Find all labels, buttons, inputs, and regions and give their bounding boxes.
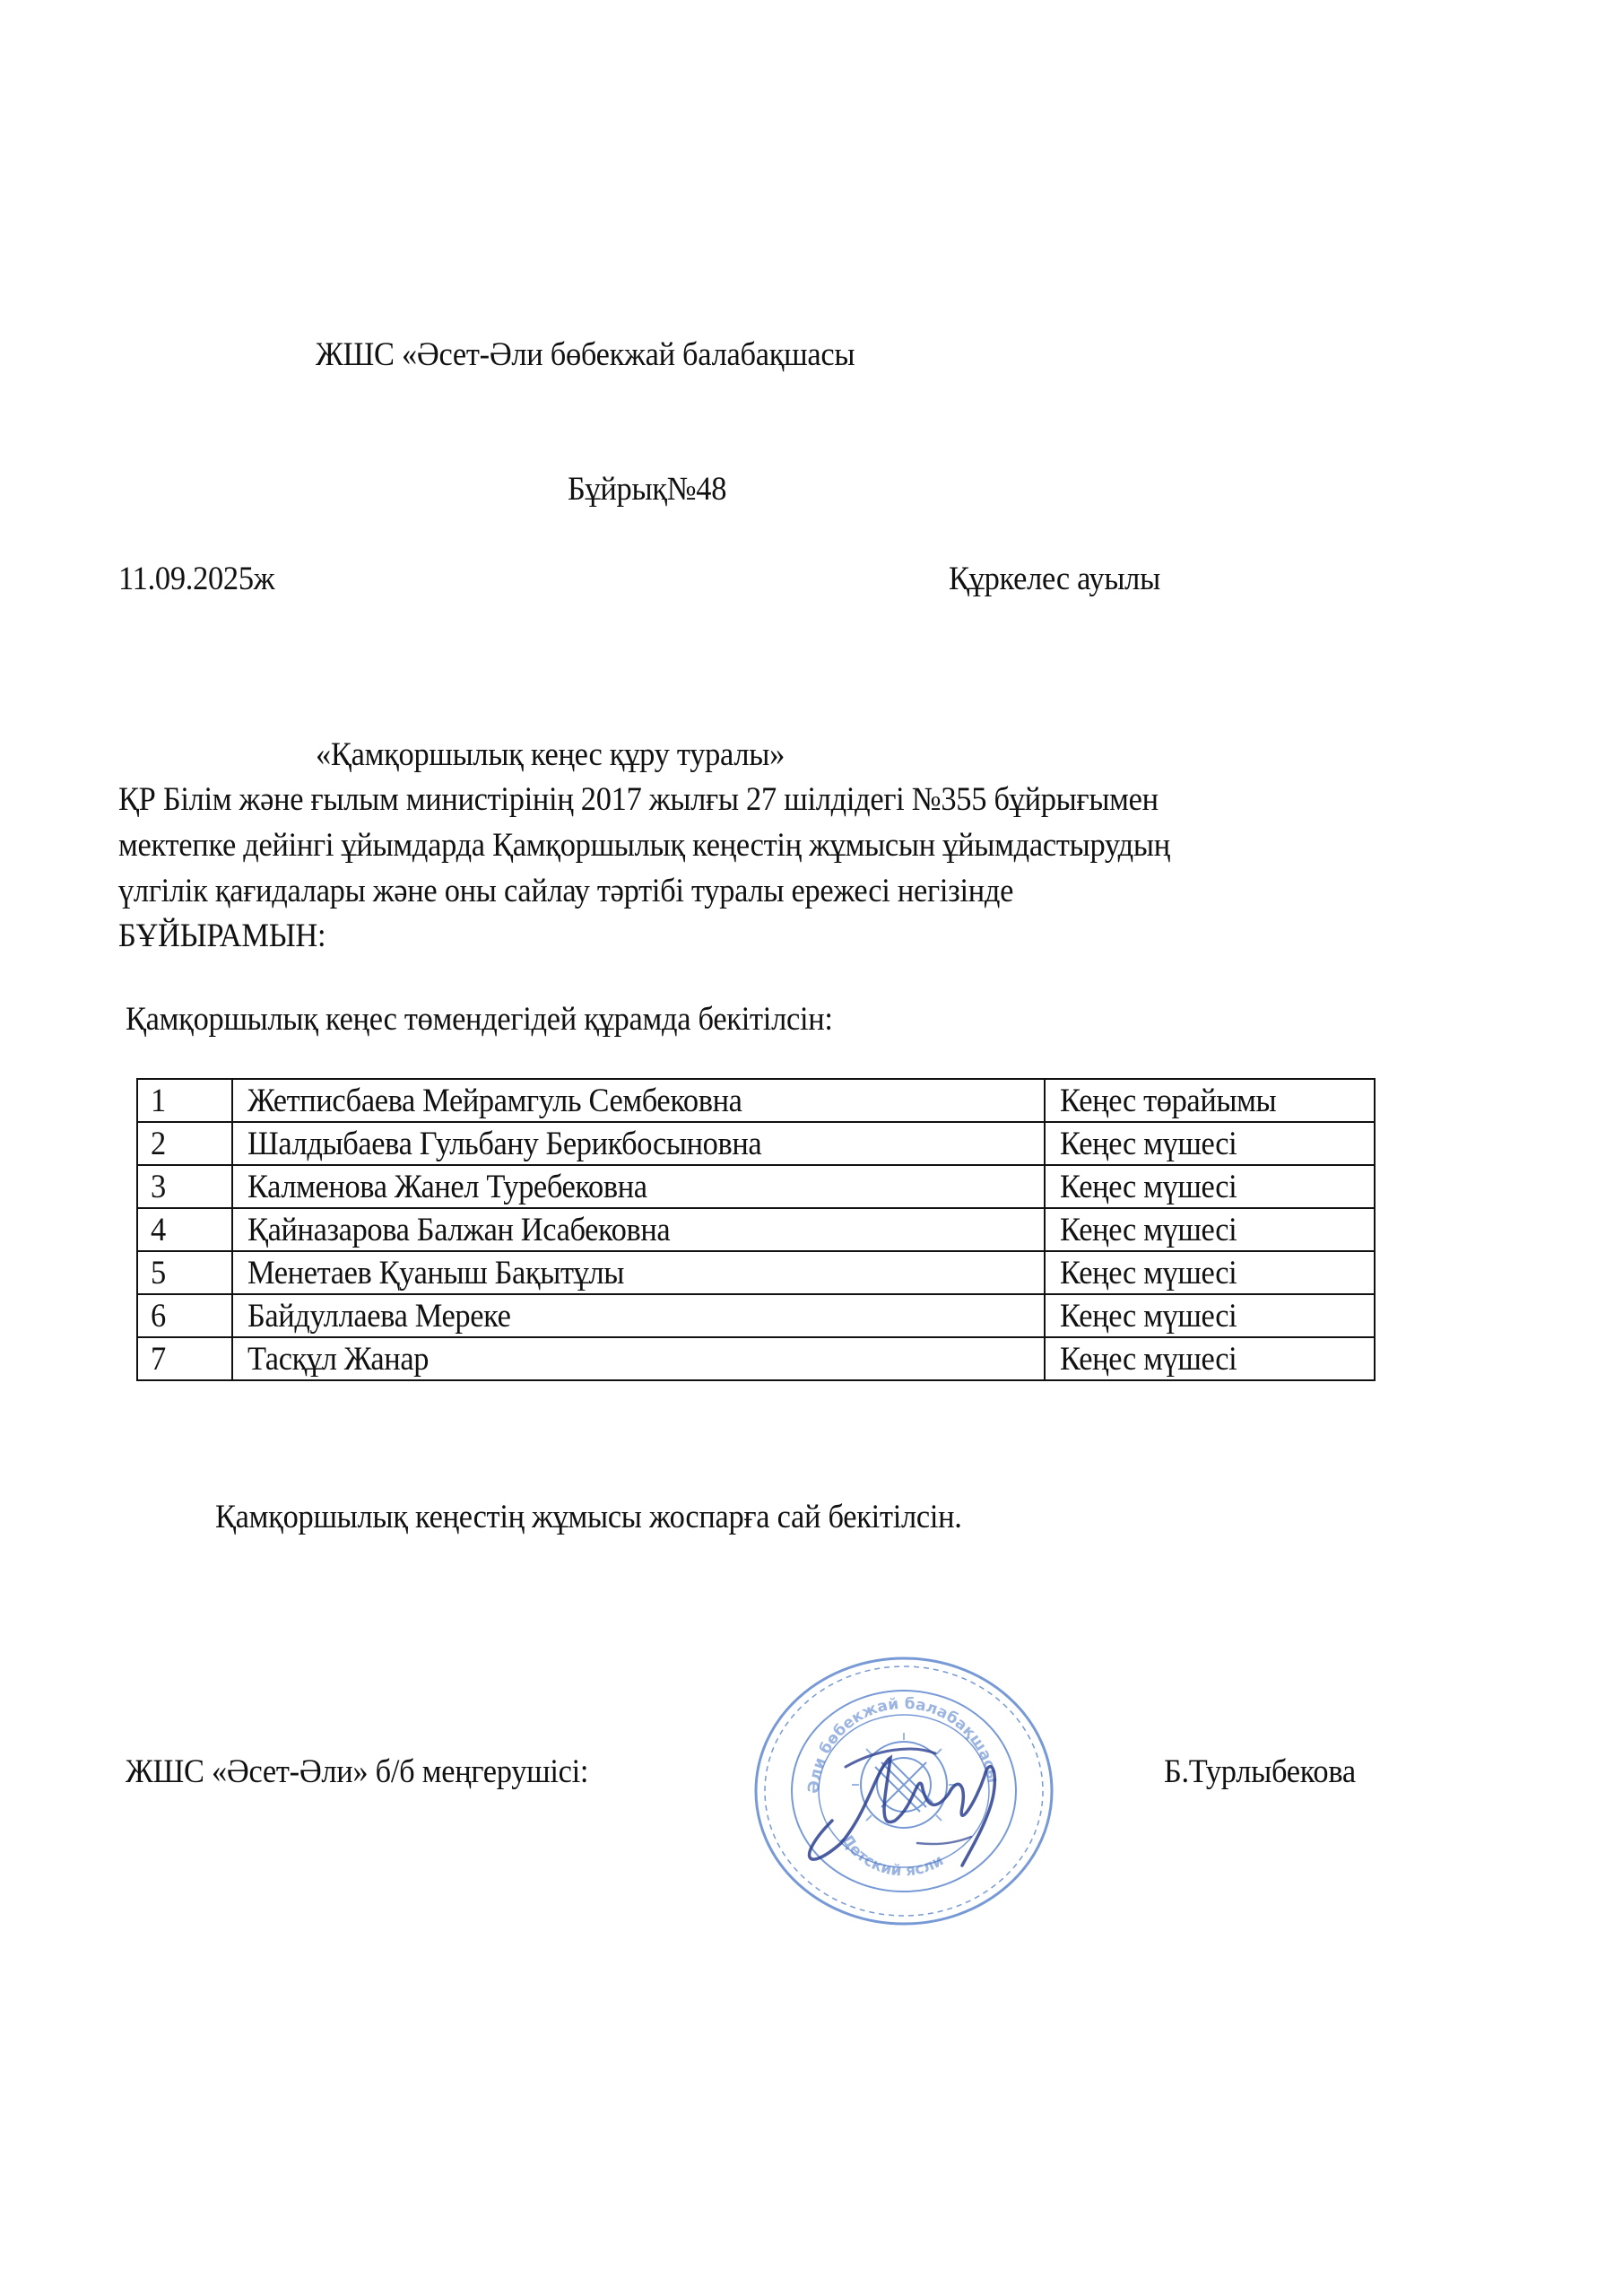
table-row bbox=[137, 1079, 1375, 1122]
table-row bbox=[137, 1165, 1375, 1208]
organization-header: ЖШС «Әсет-Әли бөбекжай балабақшасы bbox=[316, 336, 855, 373]
table-row bbox=[137, 1208, 1375, 1251]
member-role: Кеңес мүшесі bbox=[1045, 1294, 1375, 1337]
order-date: 11.09.2025ж bbox=[118, 561, 275, 597]
member-number: 5 bbox=[137, 1251, 232, 1294]
member-number: 1 bbox=[137, 1079, 232, 1122]
composition-intro: Қамқоршылық кеңес төмендегідей құрамда бекітілсін: bbox=[126, 1001, 833, 1038]
member-role: Кеңес мүшесі bbox=[1045, 1251, 1375, 1294]
member-role: Кеңес мүшесі bbox=[1045, 1122, 1375, 1165]
table-row bbox=[137, 1251, 1375, 1294]
member-role: Кеңес төрайымы bbox=[1045, 1079, 1375, 1122]
body-line: ҚР Білім және ғылым министірінің 2017 жылғы 27 шілдідегі №355 бұйрығымен bbox=[118, 781, 1159, 818]
body-line: үлгілік қағидалары және оны сайлау тәртібі туралы ережесі негізінде bbox=[118, 873, 1014, 909]
member-name: Менетаев Қуаныш Бақытұлы bbox=[232, 1251, 1046, 1294]
member-role: Кеңес мүшесі bbox=[1045, 1208, 1375, 1251]
order-place: Құркелес ауылы bbox=[949, 561, 1160, 597]
table-row bbox=[137, 1337, 1375, 1380]
table-row bbox=[137, 1294, 1375, 1337]
signature-name: Б.Турлыбекова bbox=[1164, 1753, 1356, 1790]
members-table bbox=[136, 1078, 1376, 1381]
member-name: Байдуллаева Мереке bbox=[232, 1294, 1046, 1337]
closing-line: Қамқоршылық кеңестің жұмысы жоспарға сай бекітілсін. bbox=[215, 1499, 962, 1535]
member-number: 2 bbox=[137, 1122, 232, 1165]
stamp-inner-text: Әли бөбекжай балабақшасы bbox=[804, 1694, 1002, 1795]
signature-role: ЖШС «Әсет-Әли» б/б меңгерушісі: bbox=[126, 1753, 589, 1790]
order-title: «Қамқоршылық кеңес құру туралы» bbox=[316, 736, 785, 773]
order-number: Бұйрық№48 bbox=[568, 471, 727, 508]
table-row bbox=[137, 1122, 1375, 1165]
stamp-bottom-text: Детский ясли bbox=[837, 1831, 947, 1881]
member-role: Кеңес мүшесі bbox=[1045, 1165, 1375, 1208]
member-number: 6 bbox=[137, 1294, 232, 1337]
member-name: Қайназарова Балжан Исабековна bbox=[232, 1208, 1046, 1251]
stamp-graphic bbox=[742, 1650, 1065, 1933]
member-name: Жетписбаева Мейрамгуль Сембековна bbox=[232, 1079, 1046, 1122]
order-directive: БҰЙЫРАМЫН: bbox=[118, 918, 326, 954]
member-number: 4 bbox=[137, 1208, 232, 1251]
member-number: 3 bbox=[137, 1165, 232, 1208]
member-name: Тасқұл Жанар bbox=[232, 1337, 1046, 1380]
member-number: 7 bbox=[137, 1337, 232, 1380]
member-role: Кеңес мүшесі bbox=[1045, 1337, 1375, 1380]
member-name: Шалдыбаева Гульбану Берикбосыновна bbox=[232, 1122, 1046, 1165]
body-line: мектепке дейінгі ұйымдарда Қамқоршылық кеңестің жұмысын ұйымдастырудың bbox=[118, 827, 1170, 864]
official-stamp-icon bbox=[742, 1650, 1065, 1933]
member-name: Калменова Жанел Туребековна bbox=[232, 1165, 1046, 1208]
